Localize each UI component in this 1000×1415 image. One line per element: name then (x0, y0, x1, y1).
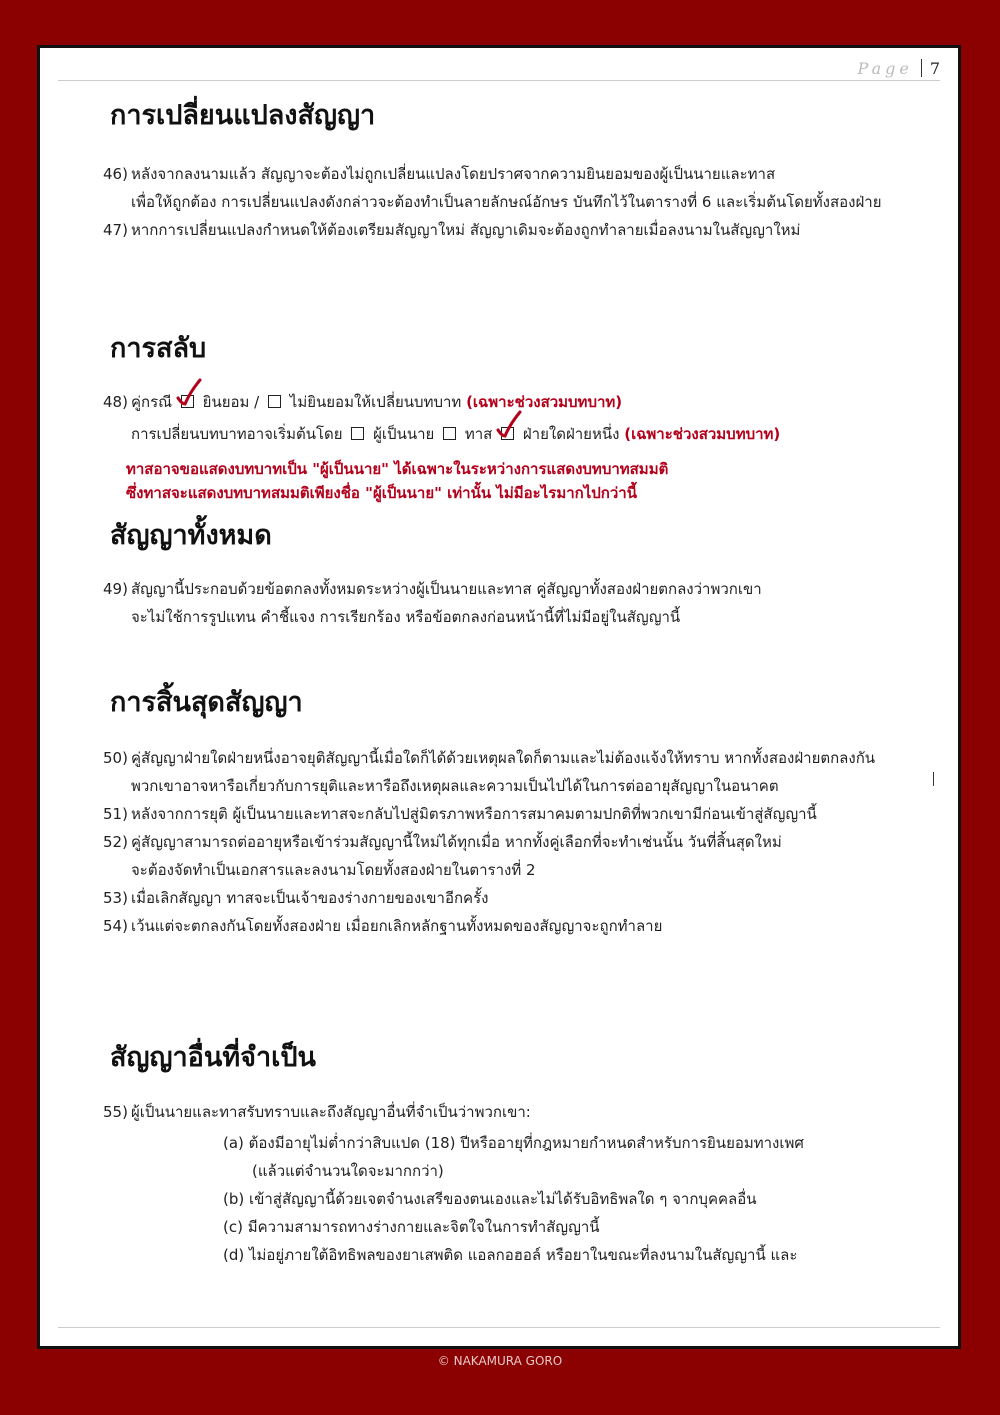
item-48-line-2: การเปลี่ยนบทบาทอาจเริ่มต้นโดย ผู้เป็นนาย ทาส ฝ่ายใดฝ่ายหนึ่ง (เฉพาะช่วงสวมบทบาท) (131, 422, 780, 446)
item-55-d: (d) ไม่อยู่ภายใต้อิทธิพลของยาเสพติด แอลกอฮอล์ หรือยาในขณะที่ลงนามในสัญญานี้ และ (223, 1246, 798, 1264)
header-separator (921, 59, 922, 77)
item-55-a: (a) ต้องมีอายุไม่ต่ำกว่าสิบแปด (18) ปีหรืออายุที่กฎหมายกำหนดสำหรับการยินยอมทางเพศ (223, 1134, 804, 1152)
handwritten-check-icon (496, 410, 522, 440)
either-checkbox[interactable] (501, 427, 514, 440)
header-rule (58, 80, 940, 81)
agree-checkbox[interactable] (181, 395, 194, 408)
copyright-footer: © NAKAMURA GORO (437, 1354, 563, 1368)
section-title-whole: สัญญาทั้งหมด (110, 520, 272, 551)
page-header (858, 56, 940, 80)
item-46-line-2: เพื่อให้ถูกต้อง การเปลี่ยนแปลงดังกล่าวจะต้องทำเป็นลายลักษณ์อักษร บันทึกไว้ในตารางที่ 6 และเริ่มต้นโดยทั้งสองฝ่าย (131, 193, 882, 211)
master-checkbox[interactable] (351, 427, 364, 440)
section-title-termination: การสิ้นสุดสัญญา (110, 687, 303, 718)
roleplay-note-1: (เฉพาะช่วงสวมบทบาท) (466, 393, 623, 411)
red-note-line-2: ซึ่งทาสจะแสดงบทบาทสมมติเพียงชื่อ "ผู้เป็นนาย" เท่านั้น ไม่มีอะไรมากไปกว่านี้ (126, 484, 637, 502)
item-49-line-1: 49) สัญญานี้ประกอบด้วยข้อตกลงทั้งหมดระหว่างผู้เป็นนายและทาส คู่สัญญาทั้งสองฝ่ายตกลงว่าพวกเขา (103, 580, 762, 598)
document-page (37, 45, 961, 1349)
handwritten-check-icon (176, 378, 202, 408)
item-48-line-1: 48) คู่กรณี ยินยอม / ไม่ยินยอมให้เปลี่ยนบทบาท (เฉพาะช่วงสวมบทบาท) (103, 390, 622, 414)
item-52-line-2: จะต้องจัดทำเป็นเอกสารและลงนามโดยทั้งสองฝ่ายในตารางที่ 2 (131, 861, 536, 879)
item-54-line-1: 54) เว้นแต่จะตกลงกันโดยทั้งสองฝ่าย เมื่อยกเลิกหลักฐานทั้งหมดของสัญญาจะถูกทำลาย (103, 917, 663, 935)
item-55-line-1: 55) ผู้เป็นนายและทาสรับทราบและถึงสัญญาอื่นที่จำเป็นว่าพวกเขา: (103, 1103, 531, 1121)
page-number: 7 (929, 58, 940, 78)
item-50-line-2: พวกเขาอาจหารือเกี่ยวกับการยุติและหารือถึงเหตุผลและความเป็นไปได้ในการต่ออายุสัญญาในอนาคต (131, 777, 779, 795)
item-50-line-1: 50) คู่สัญญาฝ่ายใดฝ่ายหนึ่งอาจยุติสัญญานี้เมื่อใดก็ได้ด้วยเหตุผลใดก็ตามและไม่ต้องแจ้งให้ทราบ หากทั้งสองฝ่ายตกลงกัน (103, 749, 876, 767)
item-55-b: (b) เข้าสู่สัญญานี้ด้วยเจตจำนงเสรีของตนเองและไม่ได้รับอิทธิพลใด ๆ จากบุคคลอื่น (223, 1190, 757, 1208)
footer-rule (58, 1327, 940, 1328)
item-52-line-1: 52) คู่สัญญาสามารถต่ออายุหรือเข้าร่วมสัญญานี้ใหม่ได้ทุกเมื่อ หากทั้งคู่เลือกที่จะทำเช่นนั้น วันที่สิ้นสุดใหม่ (103, 833, 782, 851)
section-title-change: การเปลี่ยนแปลงสัญญา (110, 100, 376, 131)
disagree-checkbox[interactable] (268, 395, 281, 408)
item-55-a-line-2: (แล้วแต่จำนวนใดจะมากกว่า) (252, 1162, 444, 1180)
item-55-c: (c) มีความสามารถทางร่างกายและจิตใจในการทำสัญญานี้ (223, 1218, 600, 1236)
slave-checkbox[interactable] (443, 427, 456, 440)
item-51-line-1: 51) หลังจากการยุติ ผู้เป็นนายและทาสจะกลับไปสู่มิตรภาพหรือการสมาคมตามปกติที่พวกเขามีก่อนเข้าสู่สัญญานี้ (103, 805, 817, 823)
roleplay-note-2: (เฉพาะช่วงสวมบทบาท) (624, 425, 781, 443)
page-label: Page (857, 58, 913, 78)
item-47-line-1: 47) หากการเปลี่ยนแปลงกำหนดให้ต้องเตรียมสัญญาใหม่ สัญญาเดิมจะต้องถูกทำลายเมื่อลงนามในสัญญาใหม่ (103, 221, 801, 239)
item-46-line-1: 46) หลังจากลงนามแล้ว สัญญาจะต้องไม่ถูกเปลี่ยนแปลงโดยปราศจากความยินยอมของผู้เป็นนายและทาส (103, 165, 776, 183)
item-53-line-1: 53) เมื่อเลิกสัญญา ทาสจะเป็นเจ้าของร่างกายของเขาอีกครั้ง (103, 889, 489, 907)
red-note-line-1: ทาสอาจขอแสดงบทบาทเป็น "ผู้เป็นนาย" ได้เฉพาะในระหว่างการแสดงบทบาทสมมติ (126, 460, 669, 478)
text-cursor (933, 772, 934, 786)
section-title-other: สัญญาอื่นที่จำเป็น (110, 1042, 316, 1073)
item-49-line-2: จะไม่ใช้การรูปแทน คำชี้แจง การเรียกร้อง หรือข้อตกลงก่อนหน้านี้ที่ไม่มีอยู่ในสัญญานี้ (131, 608, 681, 626)
section-title-swap: การสลับ (110, 333, 207, 364)
